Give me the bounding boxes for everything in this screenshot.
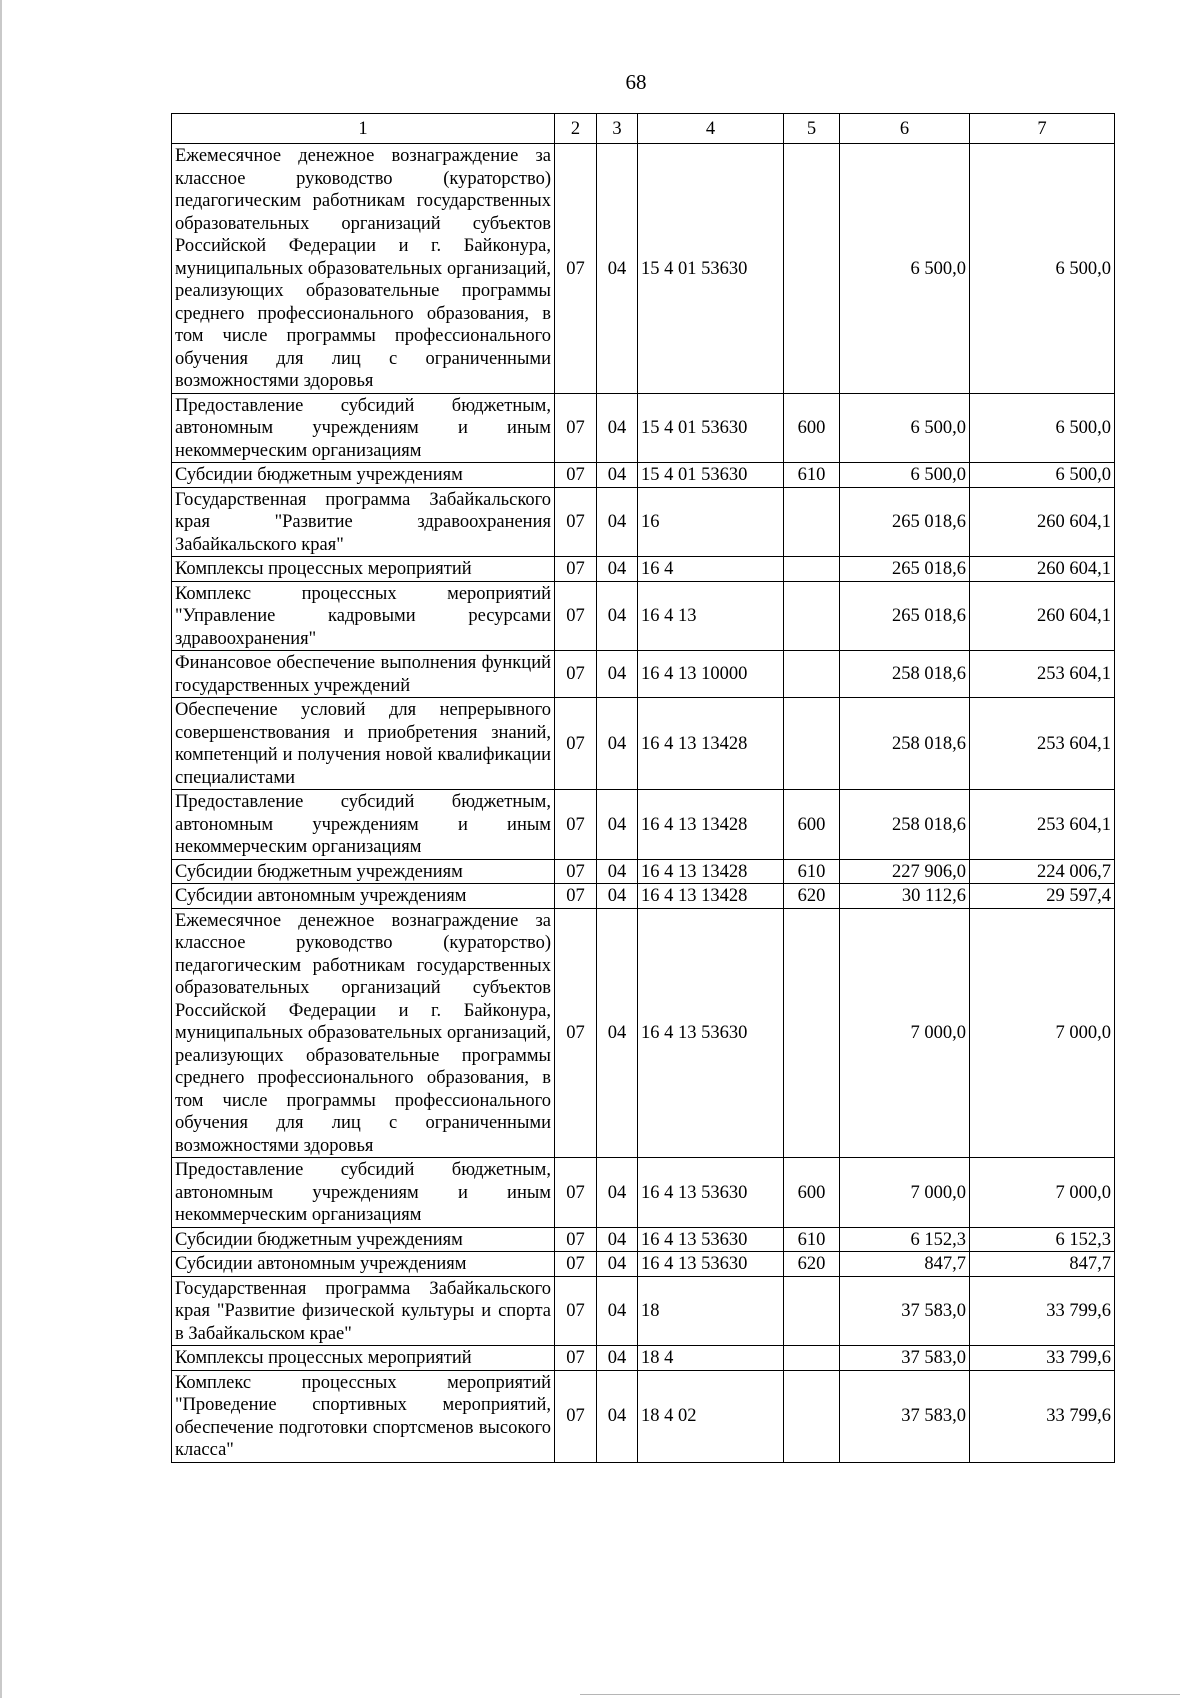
- row-name-cell: Ежемесячное денежное вознаграждение за классное руководство (кураторство) педагогическим работникам государственных образовательных организаций субъектов Российской Федерации и г. Байконура, муниципальных образовательных организаций, реализующих образовательные программы среднего профессионального образования, в том числе программы профессионального обучения для лиц с ограниченными возможностями здоровья: [172, 144, 555, 394]
- section-code-cell: 07: [555, 393, 597, 463]
- amount-year1-cell: 265 018,6: [840, 487, 970, 557]
- subsection-code-cell: 04: [597, 1370, 638, 1462]
- amount-year1-cell: 37 583,0: [840, 1370, 970, 1462]
- section-code-cell: 07: [555, 1346, 597, 1371]
- target-article-cell: 16 4 13 13428: [638, 859, 784, 884]
- expense-type-cell: [784, 1346, 840, 1371]
- expense-type-cell: [784, 908, 840, 1158]
- row-name-cell: Обеспечение условий для непрерывного совершенствования и приобретения знаний, компетенций и получения новой квалификации специалистами: [172, 698, 555, 790]
- amount-year2-cell: 6 500,0: [970, 393, 1115, 463]
- amount-year1-cell: 37 583,0: [840, 1346, 970, 1371]
- table-row: [172, 557, 1115, 582]
- subsection-code-cell: 04: [597, 557, 638, 582]
- row-name-cell: Предоставление субсидий бюджетным, автономным учреждениям и иным некоммерческим организациям: [172, 790, 555, 860]
- target-article-cell: 16 4 13 53630: [638, 1158, 784, 1228]
- section-code-cell: 07: [555, 859, 597, 884]
- target-article-cell: 16 4: [638, 557, 784, 582]
- header-cell: 4: [638, 114, 784, 144]
- expense-type-cell: [784, 1276, 840, 1346]
- section-code-cell: 07: [555, 144, 597, 394]
- section-code-cell: 07: [555, 908, 597, 1158]
- subsection-code-cell: 04: [597, 1158, 638, 1228]
- section-code-cell: 07: [555, 1370, 597, 1462]
- table-row: [172, 1346, 1115, 1371]
- expense-type-cell: 610: [784, 463, 840, 488]
- target-article-cell: 16 4 13 13428: [638, 698, 784, 790]
- target-article-cell: 15 4 01 53630: [638, 393, 784, 463]
- row-name-cell: Субсидии бюджетным учреждениям: [172, 859, 555, 884]
- section-code-cell: 07: [555, 581, 597, 651]
- amount-year1-cell: 6 152,3: [840, 1227, 970, 1252]
- amount-year2-cell: 6 152,3: [970, 1227, 1115, 1252]
- expense-type-cell: 600: [784, 1158, 840, 1228]
- row-name-cell: Субсидии бюджетным учреждениям: [172, 1227, 555, 1252]
- header-cell: 2: [555, 114, 597, 144]
- header-cell: 6: [840, 114, 970, 144]
- amount-year1-cell: 227 906,0: [840, 859, 970, 884]
- row-name-cell: Государственная программа Забайкальского края "Развитие физической культуры и спорта в Забайкальском крае": [172, 1276, 555, 1346]
- amount-year1-cell: 265 018,6: [840, 581, 970, 651]
- amount-year2-cell: 260 604,1: [970, 557, 1115, 582]
- table-row: [172, 908, 1115, 1158]
- section-code-cell: 07: [555, 1252, 597, 1277]
- table-header-row: [172, 114, 1115, 144]
- expense-type-cell: [784, 144, 840, 394]
- section-code-cell: 07: [555, 487, 597, 557]
- target-article-cell: 16 4 13 53630: [638, 1227, 784, 1252]
- section-code-cell: 07: [555, 1276, 597, 1346]
- subsection-code-cell: 04: [597, 144, 638, 394]
- subsection-code-cell: 04: [597, 1252, 638, 1277]
- expense-type-cell: 600: [784, 393, 840, 463]
- section-code-cell: 07: [555, 698, 597, 790]
- subsection-code-cell: 04: [597, 859, 638, 884]
- scan-edge: [580, 1694, 1180, 1695]
- expense-type-cell: 610: [784, 1227, 840, 1252]
- row-name-cell: Субсидии бюджетным учреждениям: [172, 463, 555, 488]
- amount-year1-cell: 37 583,0: [840, 1276, 970, 1346]
- header-cell: 7: [970, 114, 1115, 144]
- page-number: 68: [625, 70, 647, 94]
- table-row: [172, 884, 1115, 909]
- subsection-code-cell: 04: [597, 1346, 638, 1371]
- table-row: [172, 581, 1115, 651]
- section-code-cell: 07: [555, 557, 597, 582]
- table-row: [172, 144, 1115, 394]
- expense-type-cell: 620: [784, 884, 840, 909]
- amount-year1-cell: 6 500,0: [840, 144, 970, 394]
- row-name-cell: Комплексы процессных мероприятий: [172, 557, 555, 582]
- amount-year2-cell: 29 597,4: [970, 884, 1115, 909]
- expense-type-cell: [784, 651, 840, 698]
- section-code-cell: 07: [555, 651, 597, 698]
- section-code-cell: 07: [555, 1227, 597, 1252]
- table-row: [172, 859, 1115, 884]
- table-row: [172, 1370, 1115, 1462]
- section-code-cell: 07: [555, 790, 597, 860]
- target-article-cell: 15 4 01 53630: [638, 463, 784, 488]
- amount-year1-cell: 258 018,6: [840, 698, 970, 790]
- amount-year1-cell: 6 500,0: [840, 463, 970, 488]
- amount-year2-cell: 253 604,1: [970, 790, 1115, 860]
- table-row: [172, 393, 1115, 463]
- table-row: [172, 698, 1115, 790]
- amount-year2-cell: 224 006,7: [970, 859, 1115, 884]
- subsection-code-cell: 04: [597, 393, 638, 463]
- row-name-cell: Предоставление субсидий бюджетным, автономным учреждениям и иным некоммерческим организациям: [172, 1158, 555, 1228]
- amount-year2-cell: 260 604,1: [970, 581, 1115, 651]
- row-name-cell: Субсидии автономным учреждениям: [172, 884, 555, 909]
- amount-year2-cell: 33 799,6: [970, 1370, 1115, 1462]
- expense-type-cell: 600: [784, 790, 840, 860]
- amount-year2-cell: 33 799,6: [970, 1276, 1115, 1346]
- expense-type-cell: 610: [784, 859, 840, 884]
- table-row: [172, 1276, 1115, 1346]
- subsection-code-cell: 04: [597, 463, 638, 488]
- amount-year1-cell: 258 018,6: [840, 790, 970, 860]
- expense-type-cell: [784, 487, 840, 557]
- amount-year2-cell: 7 000,0: [970, 1158, 1115, 1228]
- amount-year2-cell: 33 799,6: [970, 1346, 1115, 1371]
- subsection-code-cell: 04: [597, 884, 638, 909]
- section-code-cell: 07: [555, 884, 597, 909]
- target-article-cell: 16 4 13 13428: [638, 790, 784, 860]
- header-cell: 1: [172, 114, 555, 144]
- amount-year1-cell: 258 018,6: [840, 651, 970, 698]
- amount-year2-cell: 253 604,1: [970, 651, 1115, 698]
- budget-table: [171, 113, 1115, 1463]
- row-name-cell: Финансовое обеспечение выполнения функций государственных учреждений: [172, 651, 555, 698]
- amount-year2-cell: 847,7: [970, 1252, 1115, 1277]
- target-article-cell: 18 4: [638, 1346, 784, 1371]
- amount-year2-cell: 7 000,0: [970, 908, 1115, 1158]
- section-code-cell: 07: [555, 463, 597, 488]
- expense-type-cell: [784, 698, 840, 790]
- table-row: [172, 463, 1115, 488]
- header-cell: 5: [784, 114, 840, 144]
- table-row: [172, 1252, 1115, 1277]
- subsection-code-cell: 04: [597, 1276, 638, 1346]
- expense-type-cell: [784, 557, 840, 582]
- row-name-cell: Субсидии автономным учреждениям: [172, 1252, 555, 1277]
- row-name-cell: Предоставление субсидий бюджетным, автономным учреждениям и иным некоммерческим организациям: [172, 393, 555, 463]
- amount-year2-cell: 6 500,0: [970, 463, 1115, 488]
- target-article-cell: 16 4 13: [638, 581, 784, 651]
- amount-year2-cell: 253 604,1: [970, 698, 1115, 790]
- table-row: [172, 790, 1115, 860]
- expense-type-cell: [784, 581, 840, 651]
- table-row: [172, 487, 1115, 557]
- target-article-cell: 18: [638, 1276, 784, 1346]
- amount-year2-cell: 260 604,1: [970, 487, 1115, 557]
- subsection-code-cell: 04: [597, 581, 638, 651]
- amount-year1-cell: 847,7: [840, 1252, 970, 1277]
- subsection-code-cell: 04: [597, 698, 638, 790]
- amount-year1-cell: 7 000,0: [840, 1158, 970, 1228]
- header-cell: 3: [597, 114, 638, 144]
- table-row: [172, 651, 1115, 698]
- row-name-cell: Ежемесячное денежное вознаграждение за классное руководство (кураторство) педагогическим работникам государственных образовательных организаций субъектов Российской Федерации и г. Байконура, муниципальных образовательных организаций, реализующих образовательные программы среднего профессионального образования, в том числе программы профессионального обучения для лиц с ограниченными возможностями здоровья: [172, 908, 555, 1158]
- subsection-code-cell: 04: [597, 487, 638, 557]
- row-name-cell: Комплекс процессных мероприятий "Проведение спортивных мероприятий, обеспечение подготовки спортсменов высокого класса": [172, 1370, 555, 1462]
- subsection-code-cell: 04: [597, 790, 638, 860]
- target-article-cell: 15 4 01 53630: [638, 144, 784, 394]
- amount-year2-cell: 6 500,0: [970, 144, 1115, 394]
- subsection-code-cell: 04: [597, 908, 638, 1158]
- row-name-cell: Комплекс процессных мероприятий "Управление кадровыми ресурсами здравоохранения": [172, 581, 555, 651]
- target-article-cell: 18 4 02: [638, 1370, 784, 1462]
- amount-year1-cell: 30 112,6: [840, 884, 970, 909]
- target-article-cell: 16 4 13 10000: [638, 651, 784, 698]
- table-row: [172, 1158, 1115, 1228]
- amount-year1-cell: 6 500,0: [840, 393, 970, 463]
- section-code-cell: 07: [555, 1158, 597, 1228]
- table-row: [172, 1227, 1115, 1252]
- row-name-cell: Комплексы процессных мероприятий: [172, 1346, 555, 1371]
- amount-year1-cell: 7 000,0: [840, 908, 970, 1158]
- amount-year1-cell: 265 018,6: [840, 557, 970, 582]
- target-article-cell: 16: [638, 487, 784, 557]
- target-article-cell: 16 4 13 53630: [638, 1252, 784, 1277]
- scan-edge: [0, 0, 2, 1698]
- target-article-cell: 16 4 13 13428: [638, 884, 784, 909]
- row-name-cell: Государственная программа Забайкальского края "Развитие здравоохранения Забайкальского края": [172, 487, 555, 557]
- target-article-cell: 16 4 13 53630: [638, 908, 784, 1158]
- subsection-code-cell: 04: [597, 1227, 638, 1252]
- expense-type-cell: [784, 1370, 840, 1462]
- expense-type-cell: 620: [784, 1252, 840, 1277]
- subsection-code-cell: 04: [597, 651, 638, 698]
